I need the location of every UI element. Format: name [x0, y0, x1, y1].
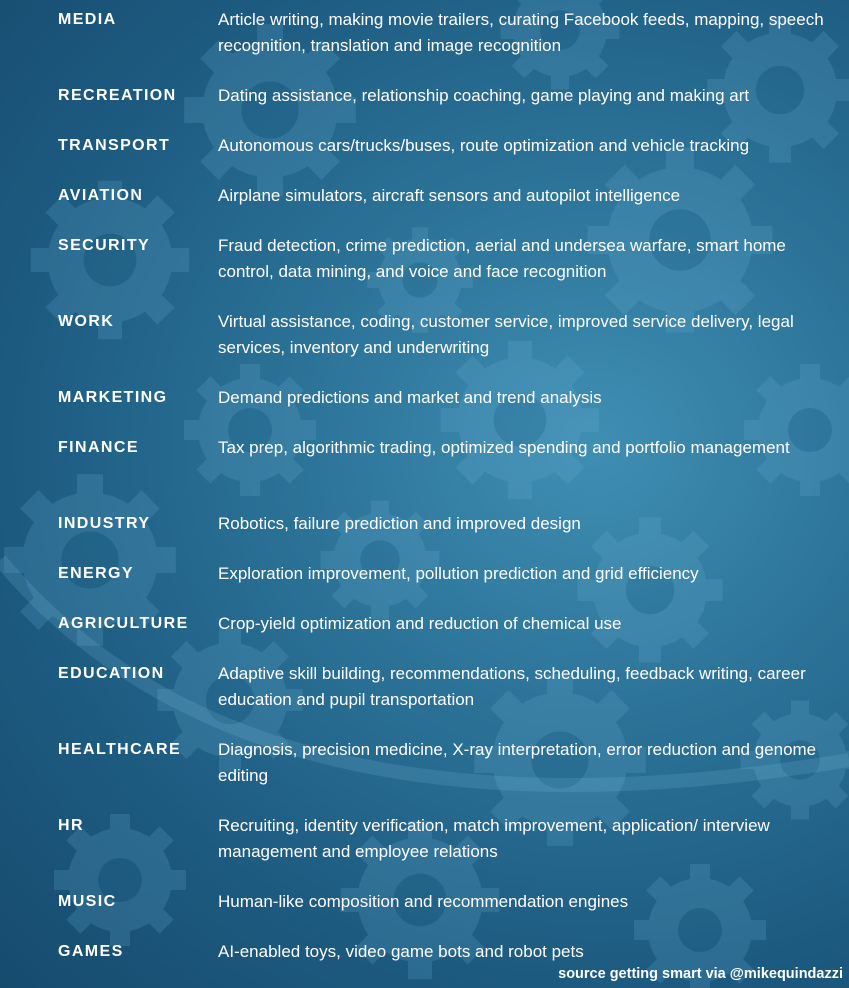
source-credit: source getting smart via @mikequindazzi: [558, 966, 843, 982]
category-label: EDUCATION: [58, 665, 165, 682]
category-label: HR: [58, 817, 84, 834]
category-label: ENERGY: [58, 565, 134, 582]
category-description: Fraud detection, crime prediction, aerial and undersea warfare, smart home control, data mining, and voice and face recognition: [218, 236, 786, 281]
category-description: Autonomous cars/trucks/buses, route optimization and vehicle tracking: [218, 136, 750, 155]
category-description: Crop-yield optimization and reduction of chemical use: [218, 614, 622, 633]
category-label: INDUSTRY: [58, 515, 151, 532]
category-label: HEALTHCARE: [58, 741, 182, 758]
category-description: Robotics, failure prediction and improved design: [218, 514, 581, 533]
category-label: RECREATION: [58, 87, 177, 104]
category-label: GAMES: [58, 943, 124, 960]
category-label: FINANCE: [58, 439, 139, 456]
category-label: AVIATION: [58, 187, 144, 204]
category-description: Human-like composition and recommendation engines: [218, 892, 629, 911]
category-label: TRANSPORT: [58, 137, 171, 154]
category-description: Tax prep, algorithmic trading, optimized spending and portfolio management: [218, 438, 790, 457]
category-description: AI-enabled toys, video game bots and robot pets: [218, 942, 584, 961]
category-label: SECURITY: [58, 237, 151, 254]
category-description: Article writing, making movie trailers, curating Facebook feeds, mapping, speech recognition, translation and image recognition: [218, 10, 824, 55]
category-label: WORK: [58, 313, 115, 330]
category-description: Demand predictions and market and trend analysis: [218, 388, 602, 407]
category-label: AGRICULTURE: [58, 615, 189, 632]
category-description: Diagnosis, precision medicine, X-ray interpretation, error reduction and genome editing: [218, 740, 817, 785]
category-description: Virtual assistance, coding, customer service, improved service delivery, legal services, inventory and underwriting: [218, 312, 794, 357]
category-description: Recruiting, identity verification, match improvement, application/ interview management and employee relations: [218, 816, 770, 861]
category-label: MUSIC: [58, 893, 117, 910]
category-description: Adaptive skill building, recommendations, scheduling, feedback writing, career education and pupil transportation: [218, 664, 806, 709]
category-description: Exploration improvement, pollution prediction and grid efficiency: [218, 564, 699, 583]
category-label: MEDIA: [58, 11, 117, 28]
category-description: Dating assistance, relationship coaching, game playing and making art: [218, 86, 750, 105]
category-label: MARKETING: [58, 389, 168, 406]
category-description: Airplane simulators, aircraft sensors and autopilot intelligence: [218, 186, 681, 205]
